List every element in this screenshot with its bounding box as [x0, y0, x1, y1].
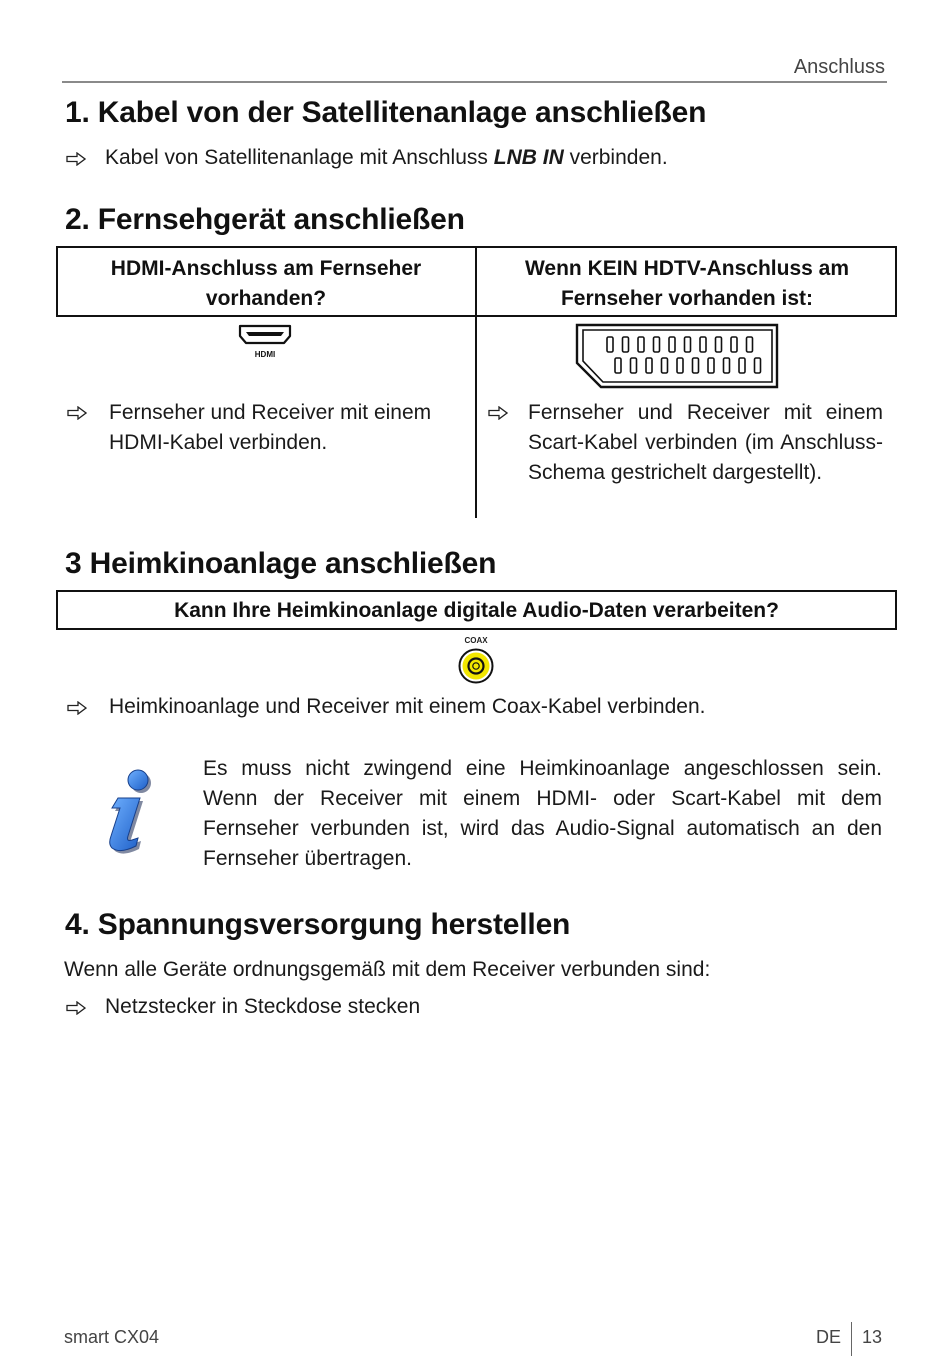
hdmi-icon-label: HDMI: [254, 350, 276, 359]
footer-language: DE: [816, 1327, 842, 1347]
bullet-text-end: verbinden.: [563, 146, 668, 169]
scart-pin: [662, 358, 668, 373]
scart-port-icon: [575, 323, 779, 389]
bullet-text: Kabel von Satellitenanlage mit Anschluss: [105, 146, 494, 169]
section-1-bullet: [105, 146, 668, 170]
header-line: Fernseher vorhanden ist:: [560, 287, 814, 310]
scart-pin: [708, 358, 714, 373]
home-cinema-question: Kann Ihre Heimkinoanlage digitale Audio-Daten verarbeiten?: [174, 599, 779, 622]
coax-instruction: Heimkinoanlage und Receiver mit einem Coax-Kabel verbinden.: [109, 695, 706, 718]
scart-pin: [615, 358, 621, 373]
tv-connection-table: [56, 246, 897, 518]
scart-pins: [607, 337, 761, 373]
scart-pin: [739, 358, 745, 373]
scart-pin: [623, 337, 629, 352]
scart-pin: [693, 358, 699, 373]
scart-pin: [646, 358, 652, 373]
scart-pin: [631, 358, 637, 373]
hdmi-instruction: Fernseher und Receiver mit einem HDMI-Kabel verbinden.: [109, 401, 432, 454]
arrow-bullet-icon: [488, 406, 508, 420]
scart-pin: [677, 358, 683, 373]
section-2-heading: 2. Fernsehgerät anschließen: [65, 203, 465, 236]
scart-pin: [607, 337, 613, 352]
scart-pin: [716, 337, 722, 352]
scart-pin: [700, 337, 706, 352]
footer-separator: [851, 1322, 852, 1356]
header-line: Wenn KEIN HDTV-Anschluss am: [524, 257, 849, 280]
table-header-scart: [477, 254, 897, 314]
scart-pin: [724, 358, 730, 373]
coax-icon-label: COAX: [464, 636, 488, 645]
scart-pin: [685, 337, 691, 352]
scart-pin: [654, 337, 660, 352]
scart-pin: [747, 337, 753, 352]
coax-port-icon: [452, 634, 500, 686]
power-intro: Wenn alle Geräte ordnungsgemäß mit dem Receiver verbunden sind:: [64, 958, 711, 981]
section-1-heading: 1. Kabel von der Satellitenanlage anschließen: [65, 96, 707, 129]
scart-pin: [669, 337, 675, 352]
power-instruction: Netzstecker in Steckdose stecken: [105, 995, 421, 1018]
arrow-bullet-icon: [67, 701, 87, 715]
header-line: HDMI-Anschluss am Fernseher: [110, 257, 422, 280]
footer-model: smart CX04: [64, 1327, 160, 1347]
scart-pin: [755, 358, 761, 373]
scart-pin: [638, 337, 644, 352]
lnb-in-label: LNB IN: [493, 146, 564, 169]
info-icon: [100, 768, 156, 856]
arrow-bullet-icon: [66, 1001, 86, 1015]
section-3-heading: 3 Heimkinoanlage anschließen: [65, 547, 497, 580]
scart-instruction: Fernseher und Receiver mit einem Scart-Kabel verbinden (im Anschluss-Schema gestrichelt dargestellt).: [528, 401, 883, 484]
arrow-bullet-icon: [67, 406, 87, 420]
section-4-heading: 4. Spannungsversorgung herstellen: [65, 908, 571, 941]
running-header: Anschluss: [793, 56, 885, 78]
header-line: vorhanden?: [205, 287, 327, 310]
page-number: 13: [862, 1327, 883, 1347]
arrow-bullet-icon: [66, 152, 86, 166]
hdmi-port-icon: [237, 324, 293, 362]
header-rule: [62, 81, 887, 83]
scart-pin: [731, 337, 737, 352]
home-cinema-question-box: [56, 590, 897, 630]
info-note: Es muss nicht zwingend eine Heimkinoanlage angeschlossen sein. Wenn der Receiver mit einem HDMI- oder Scart-Kabel mit dem Fernseher verbunden ist, wird das Audio-Signal automatisch an den Fernseher übertragen.: [203, 757, 882, 870]
table-header-hdmi: [56, 254, 476, 314]
